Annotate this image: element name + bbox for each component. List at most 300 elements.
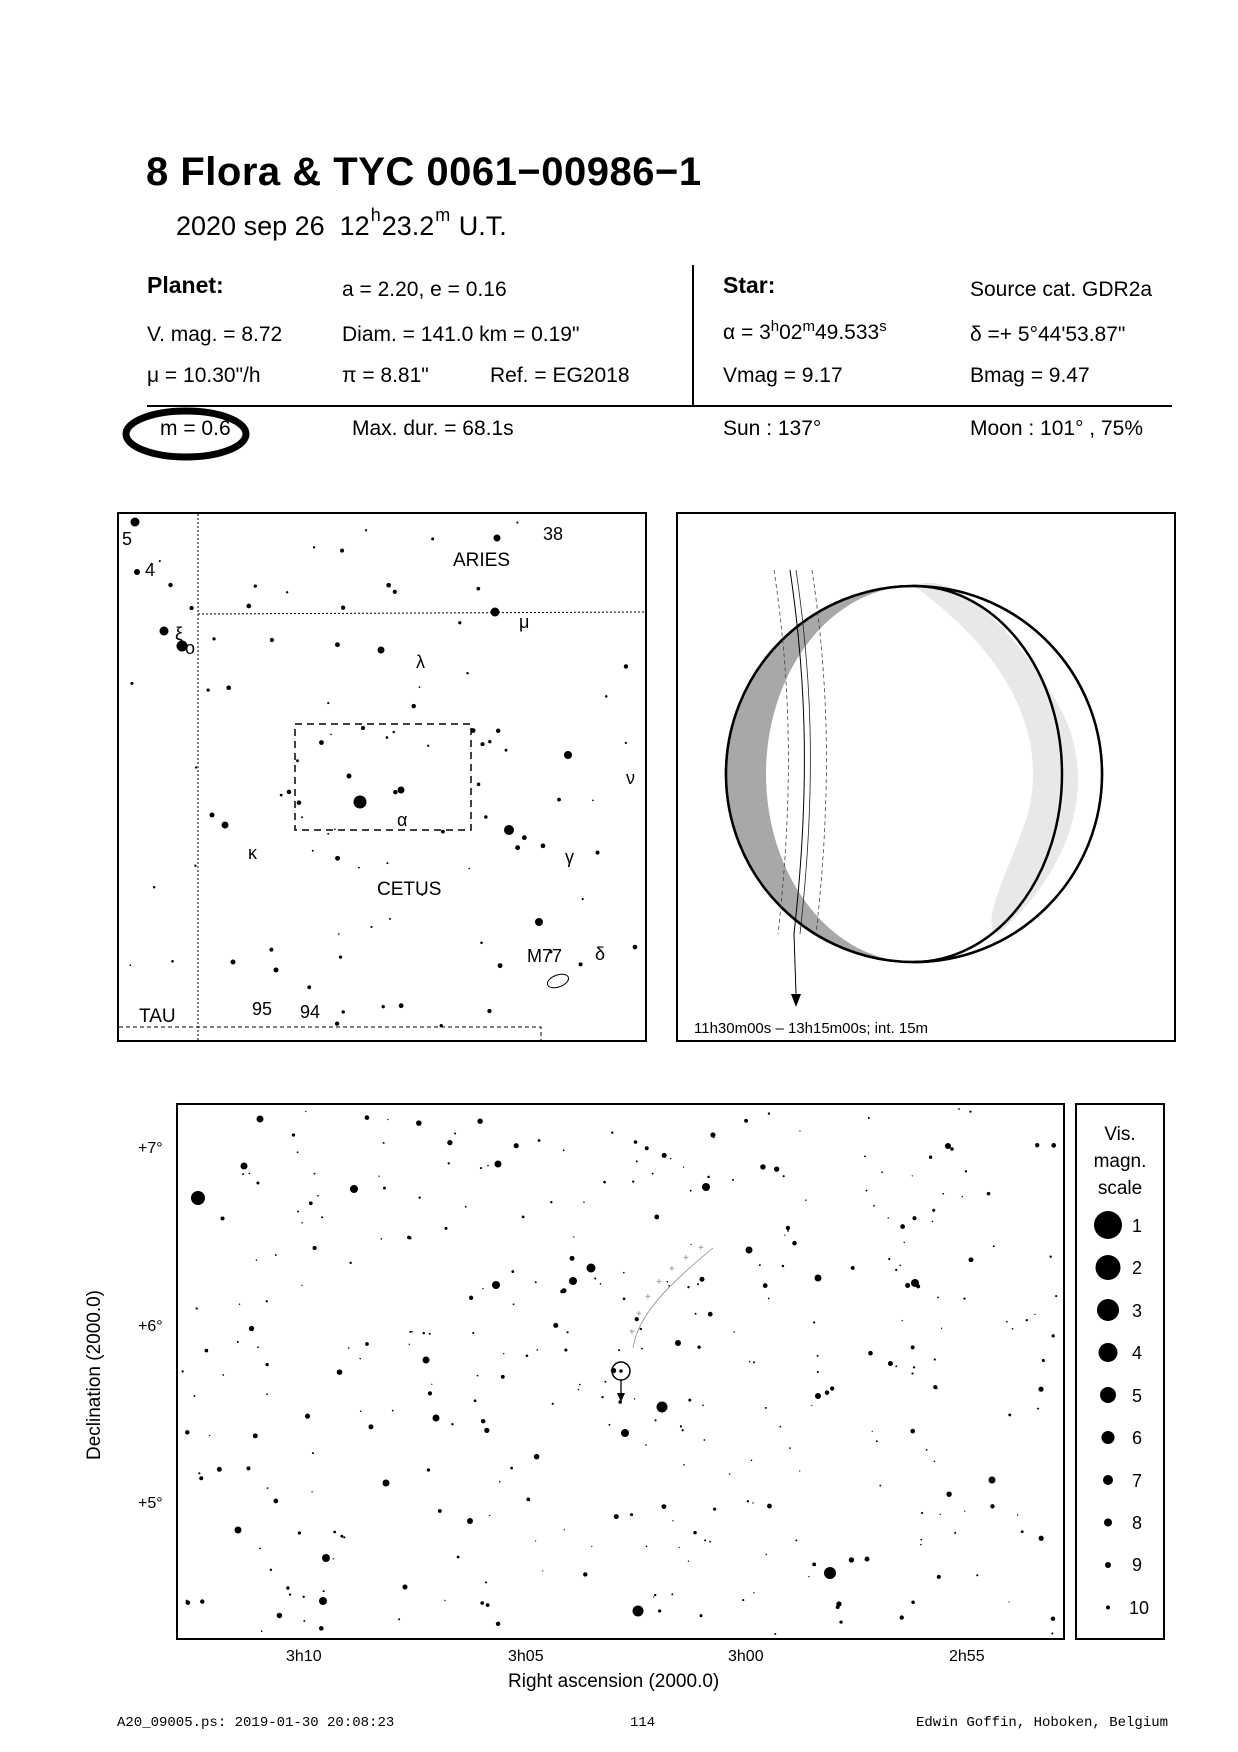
detail-star [289, 1593, 291, 1595]
detail-star [965, 1170, 967, 1172]
detail-star [536, 1349, 538, 1351]
detail-star [427, 1468, 430, 1471]
detail-star [1021, 1530, 1024, 1533]
star-label: 95 [252, 999, 273, 1019]
star-label: 5 [122, 529, 133, 549]
magnitude-label: 2 [1132, 1258, 1143, 1278]
planet-diameter: Diam. = 141.0 km = 0.19" [342, 323, 580, 346]
detail-star [256, 1182, 259, 1185]
detail-star [662, 1153, 667, 1158]
star-label: o [185, 638, 196, 658]
finder-star [269, 948, 273, 952]
finder-star [194, 865, 196, 867]
detail-star [564, 1348, 567, 1351]
detail-star [323, 1590, 325, 1592]
finder-star [522, 835, 527, 840]
finder-star [338, 933, 340, 935]
footer-page-number: 114 [630, 1715, 656, 1731]
detail-star [690, 1190, 692, 1192]
detail-star [888, 1361, 893, 1366]
detail-star [383, 1187, 386, 1190]
detail-star [658, 1609, 661, 1612]
detail-star [1012, 1328, 1014, 1330]
detail-star [333, 1531, 336, 1534]
detail-star [657, 1402, 668, 1413]
detail-star [542, 1570, 543, 1571]
detail-star [465, 1206, 467, 1208]
finder-star [398, 787, 405, 794]
detail-star [1037, 1408, 1039, 1410]
detail-star [709, 1541, 711, 1543]
detail-star [887, 1217, 888, 1218]
finder-star [488, 740, 491, 743]
detail-star [609, 1424, 611, 1426]
detail-star [594, 1278, 596, 1280]
detail-star [767, 1504, 772, 1509]
detail-star [270, 1569, 272, 1571]
y-axis-label: Declination (2000.0) [84, 1289, 105, 1461]
detail-star [1039, 1536, 1044, 1541]
detail-star [583, 1201, 585, 1203]
detail-star [941, 1328, 942, 1329]
finder-star [633, 945, 638, 950]
planet-m-value: m = 0.6 [160, 417, 231, 440]
magnitude-label: 7 [1132, 1471, 1143, 1491]
magnitude-label: 9 [1132, 1555, 1143, 1575]
planet-max-duration: Max. dur. = 68.1s [352, 417, 514, 440]
detail-star [707, 1176, 710, 1179]
detail-star [514, 1143, 519, 1148]
star-label: M77 [527, 946, 563, 966]
detail-star [618, 1349, 620, 1351]
detail-star [1049, 1255, 1051, 1257]
detail-star [1009, 1601, 1010, 1602]
finder-star [319, 740, 324, 745]
detail-star [792, 1241, 797, 1246]
x-tick-label: 3h00 [728, 1648, 764, 1665]
finder-star [189, 606, 193, 610]
detail-star [526, 1497, 530, 1501]
finder-star [386, 583, 391, 588]
detail-star [587, 1264, 596, 1273]
detail-star [688, 1561, 689, 1562]
x-tick-label: 3h10 [286, 1648, 322, 1665]
detail-star [383, 1142, 385, 1144]
finder-star [254, 584, 257, 587]
detail-star [872, 1431, 873, 1432]
magnitude-dot [1094, 1211, 1122, 1239]
detail-star [489, 1515, 490, 1516]
detail-star [614, 1514, 619, 1519]
detail-star [200, 1599, 204, 1603]
detail-star [795, 1539, 797, 1541]
detail-star [713, 1508, 716, 1511]
finder-star [312, 850, 314, 852]
detail-star [830, 1386, 834, 1390]
detail-star [477, 1375, 479, 1377]
table-vertical-divider [692, 265, 694, 407]
detail-star [868, 1117, 870, 1119]
detail-star [920, 1544, 921, 1545]
finder-star [160, 627, 169, 636]
detail-star [632, 1181, 634, 1183]
detail-star [301, 1285, 302, 1286]
svg-text:+: + [656, 1277, 662, 1288]
x-tick-label: 2h55 [949, 1648, 985, 1665]
detail-star [311, 1491, 312, 1492]
detail-star [253, 1433, 258, 1438]
detail-star [937, 1575, 941, 1579]
detail-star [381, 1238, 383, 1240]
detail-star [640, 1328, 642, 1330]
detail-star [510, 1467, 513, 1470]
detail-star [695, 1313, 697, 1315]
detail-star [693, 1531, 697, 1535]
star-label: λ [416, 652, 425, 672]
finder-star [130, 682, 133, 685]
detail-star [322, 1554, 330, 1562]
svg-text:+: + [683, 1253, 689, 1264]
detail-star [662, 1504, 667, 1509]
detail-star [503, 1353, 504, 1354]
finder-star [505, 749, 508, 752]
detail-star [186, 1600, 188, 1602]
finder-star [431, 537, 434, 540]
detail-star [904, 1242, 905, 1243]
detail-star [824, 1567, 836, 1579]
detail-star [783, 1175, 785, 1177]
detail-star [261, 1630, 263, 1632]
detail-star [873, 1205, 875, 1207]
finder-star [222, 822, 229, 829]
detail-star [365, 1115, 370, 1120]
constellation-label-cetus: CETUS [377, 879, 442, 900]
detail-star [303, 1620, 305, 1622]
finder-star [334, 829, 336, 831]
detail-star [239, 1303, 240, 1304]
finder-star [361, 726, 365, 730]
detail-star [1035, 1143, 1039, 1147]
detail-star [217, 1467, 222, 1472]
detail-star [1008, 1413, 1011, 1416]
finder-star [393, 790, 398, 795]
detail-star [301, 1222, 302, 1223]
detail-star [221, 1216, 225, 1220]
detail-star [768, 1112, 770, 1114]
magnitude-dot [1102, 1431, 1115, 1444]
finder-star [541, 843, 546, 848]
detail-star [653, 1596, 654, 1597]
detail-star [765, 1407, 767, 1409]
star-label: 4 [145, 560, 156, 580]
detail-star [641, 1348, 643, 1350]
planet-parallax: π = 8.81" [342, 364, 429, 387]
y-tick-label: +6° [138, 1318, 163, 1335]
detail-star [337, 1369, 343, 1375]
detail-star [700, 1277, 705, 1282]
finder-star [286, 591, 288, 593]
finder-star [625, 742, 627, 744]
detail-star [241, 1163, 248, 1170]
detail-star [451, 1423, 453, 1425]
detail-star [789, 1447, 791, 1449]
detail-star [286, 1586, 289, 1589]
detail-star [759, 1264, 761, 1266]
globe-svg [678, 514, 1174, 1040]
x-axis-label: Right ascension (2000.0) [508, 1671, 720, 1692]
detail-star [431, 1384, 432, 1385]
finder-star [427, 745, 429, 747]
finder-star [412, 704, 416, 708]
star-label: 94 [300, 1002, 321, 1022]
svg-text:+: + [698, 1243, 704, 1254]
detail-star [266, 1300, 268, 1302]
star-label: δ [595, 944, 606, 964]
detail-star [916, 1284, 920, 1288]
finder-star [378, 647, 385, 654]
finder-star [476, 587, 480, 591]
detail-star [348, 1347, 350, 1349]
finder-star [498, 963, 503, 968]
magnitude-label: 1 [1132, 1216, 1143, 1236]
detail-star [732, 1179, 734, 1181]
detail-star [273, 1499, 278, 1504]
detail-star [934, 1358, 936, 1360]
detail-star [932, 1221, 934, 1223]
detail-star [423, 1357, 430, 1364]
detail-star [634, 1140, 638, 1144]
finder-star [280, 794, 283, 797]
detail-star [302, 1596, 304, 1598]
detail-star [398, 1618, 400, 1620]
detail-star [563, 1149, 565, 1151]
constellation-boundary [119, 1027, 541, 1040]
finder-star [393, 731, 395, 733]
detail-star [766, 1554, 767, 1555]
detail-star [815, 1275, 822, 1282]
detail-star [350, 1185, 358, 1193]
finder-star [270, 638, 274, 642]
detail-star [702, 1183, 710, 1191]
detail-star [205, 1349, 209, 1353]
star-bmag: Bmag = 9.47 [970, 364, 1090, 387]
detail-star [670, 1158, 672, 1160]
finder-star [480, 942, 483, 945]
finder-star [516, 522, 518, 524]
detail-star [805, 1199, 807, 1201]
detail-star [774, 1633, 776, 1635]
detail-star [402, 1584, 407, 1589]
detail-star [266, 1393, 268, 1395]
detail-star [621, 1429, 629, 1437]
magnitude-scale [1075, 1103, 1165, 1640]
detail-star [477, 1119, 482, 1124]
shadow-direction-arrow [791, 994, 801, 1007]
finder-star [327, 702, 329, 704]
detail-star [808, 1576, 809, 1577]
detail-star [1026, 1319, 1028, 1321]
detail-star [645, 1444, 647, 1446]
detail-star [378, 1176, 379, 1177]
planet-heading: Planet: [147, 272, 224, 298]
detail-star [411, 1331, 412, 1332]
detail-star [319, 1597, 327, 1605]
detail-star [499, 1481, 501, 1483]
magnitude-label: 4 [1132, 1343, 1143, 1363]
detail-star [704, 1539, 706, 1541]
detail-star [652, 1173, 654, 1175]
detail-star [265, 1363, 268, 1366]
detail-star [710, 1132, 715, 1137]
detail-star [747, 1500, 749, 1502]
finder-star [301, 816, 303, 818]
detail-star [1017, 1514, 1018, 1515]
magnitude-label: 5 [1132, 1386, 1143, 1406]
finder-star [382, 1005, 385, 1008]
finder-star [582, 898, 584, 900]
detail-star [193, 1395, 195, 1397]
detail-star [746, 1247, 753, 1254]
finder-star [335, 856, 340, 861]
detail-star [185, 1430, 189, 1434]
detail-star [911, 1345, 915, 1349]
finder-star [480, 742, 484, 746]
detail-star [811, 1405, 812, 1406]
detail-star [387, 1119, 388, 1120]
detail-star [697, 1345, 700, 1348]
detail-star [567, 1331, 569, 1333]
detail-star [317, 1195, 319, 1197]
finder-star [477, 783, 481, 787]
detail-star [779, 1426, 781, 1428]
finder-star [210, 813, 215, 818]
magnitude-dots [1094, 1211, 1122, 1610]
star-label: α [397, 810, 408, 830]
detail-star [444, 1227, 447, 1230]
detail-star [817, 1371, 819, 1373]
detail-star [526, 1354, 529, 1357]
detail-star [553, 1323, 558, 1328]
finder-star [340, 549, 344, 553]
finder-star [153, 886, 155, 888]
detail-star [1052, 1334, 1055, 1337]
finder-star [296, 759, 299, 762]
footer-author: Edwin Goffin, Hoboken, Belgium [916, 1715, 1169, 1731]
detail-star [481, 1419, 486, 1424]
detail-star [866, 1190, 868, 1192]
globe-panel [676, 512, 1176, 1042]
detail-star [654, 1215, 659, 1220]
detail-star [990, 1504, 994, 1508]
planet-vmag: V. mag. = 8.72 [147, 323, 283, 346]
finder-star [605, 695, 608, 698]
detail-field-box [295, 724, 471, 830]
detail-star [864, 1155, 866, 1157]
finder-star [515, 845, 520, 850]
detail-star [365, 1342, 369, 1346]
magnitude-dot [1097, 1299, 1119, 1321]
detail-star [954, 1532, 956, 1534]
detail-star [799, 1130, 800, 1131]
finder-star [231, 960, 236, 965]
finder-star [246, 604, 251, 609]
detail-star [899, 1265, 901, 1267]
finder-star [466, 672, 468, 674]
planet-motion: μ = 10.30"/h [147, 364, 261, 387]
detail-star [934, 1461, 936, 1463]
finder-star [347, 774, 352, 779]
detail-star [812, 1562, 816, 1566]
detail-star [242, 1173, 244, 1175]
detail-star [392, 1410, 394, 1412]
detail-star [623, 1272, 625, 1274]
finder-star [399, 1003, 404, 1008]
finder-star [365, 529, 367, 531]
magnitude-label: 8 [1132, 1513, 1143, 1533]
detail-star [309, 1201, 313, 1205]
detail-star [611, 1131, 613, 1133]
magnitude-label: 3 [1132, 1301, 1143, 1321]
finder-star [313, 546, 315, 548]
detail-star [447, 1140, 452, 1145]
detail-star [1051, 1143, 1056, 1148]
detail-star [708, 1312, 713, 1317]
detail-star [976, 1574, 978, 1576]
finder-chart [117, 512, 647, 1042]
detail-star [277, 1613, 283, 1619]
detail-star [920, 1539, 922, 1541]
detail-star [964, 1511, 965, 1512]
detail-star [444, 1600, 445, 1601]
detail-star [249, 1326, 254, 1331]
finder-star [504, 825, 514, 835]
finder-star [129, 964, 131, 966]
event-hour: 12 [339, 211, 370, 241]
detail-star [749, 1361, 751, 1363]
detail-star [601, 1396, 603, 1398]
detail-star [683, 1166, 684, 1167]
detail-star [937, 1297, 939, 1299]
finder-star [171, 960, 174, 963]
detail-star [237, 1341, 239, 1343]
star-label: κ [248, 843, 257, 863]
finder-star [389, 918, 391, 920]
detail-star [912, 1175, 913, 1176]
detail-star [256, 1260, 257, 1261]
detail-star [962, 1196, 963, 1197]
detail-star [298, 1531, 301, 1534]
target-star [619, 1369, 623, 1373]
finder-star [579, 962, 583, 966]
finder-star [386, 862, 388, 864]
finder-star [535, 918, 543, 926]
detail-star [181, 1370, 183, 1372]
detail-star [763, 1283, 768, 1288]
detail-star [742, 1599, 744, 1601]
detail-star [191, 1191, 205, 1205]
detail-star [682, 1429, 684, 1431]
detail-star [868, 1351, 873, 1356]
detail-star [333, 1558, 334, 1559]
detail-star [482, 1288, 483, 1289]
detail-star [604, 1381, 606, 1383]
detail-star [319, 1626, 324, 1631]
detail-star [679, 1547, 680, 1548]
detail-star [1042, 1359, 1045, 1362]
m77-galaxy-symbol [546, 972, 571, 991]
detail-star [1051, 1632, 1053, 1634]
detail-star [495, 1161, 502, 1168]
